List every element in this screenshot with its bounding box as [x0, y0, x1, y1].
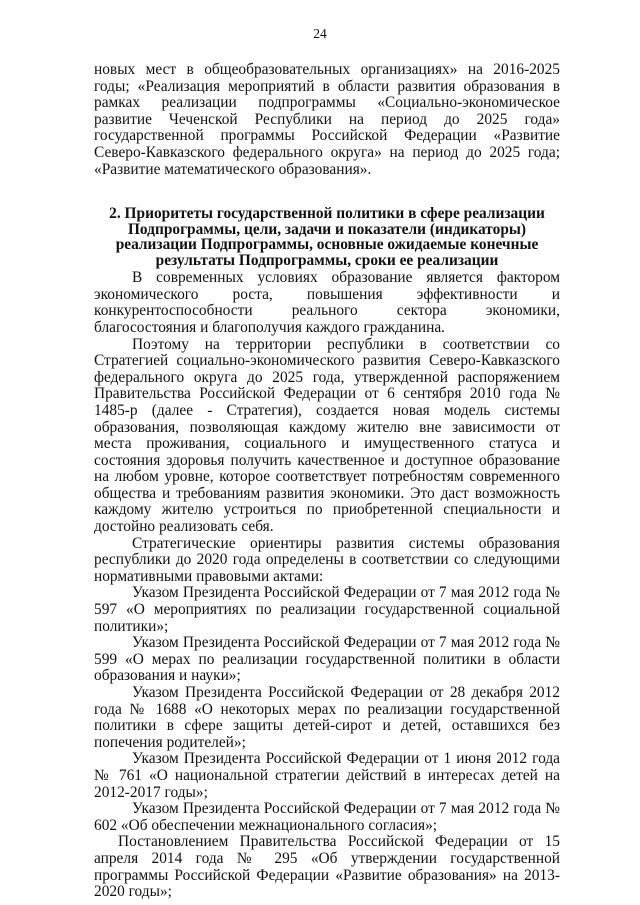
- paragraph-3: Стратегические ориентиры развития системы образования республики до 2020 года определены в соответствии со следующими нормативными правовыми актами:: [94, 534, 560, 585]
- paragraph-1: В современных условиях образование является фактором экономического роста, повышения эффективности и конкурентоспособности реального сектора экономики, благосостояния и благополучия каждого гражданина.: [94, 269, 560, 336]
- paragraph-2: Поэтому на территории республики в соответствии со Стратегией социально-экономического развития Северо-Кавказского федерального округа до 2025 года, утвержденной распоряжением Правительства Российской Федерации от 6 сентября 2010 года № 1485-р (далее - Стратегия), создается новая модель системы образования, позволяющая каждому жителю вне зависимости от места проживания, социального и имущественного статуса и состояния здоровья получить качественное и доступное образование на любом уровне, которое соответствует потребностям современного общества и требованиям развития экономики. Это даст возможность каждому жителю устроиться по приобретенной специальности и достойно реализовать себя.: [94, 335, 560, 536]
- list-item-decree-599: Указом Президента Российской Федерации от 7 мая 2012 года № 599 «О мерах по реализации государственной политики в области образования и науки»;: [94, 634, 560, 685]
- page-number: 24: [313, 26, 327, 41]
- list-item-decree-761: Указом Президента Российской Федерации от 1 июня 2012 года № 761 «О национальной стратегии действий в интересах детей на 2012-2017 годы»;: [94, 750, 560, 801]
- section-heading: 2. Приоритеты государственной политики в сфере реализации Подпрограммы, цели, задачи и показатели (индикаторы) реализации Подпрограммы, основные ожидаемые конечные результаты Подпрограммы, сроки ее реализации: [109, 205, 545, 269]
- list-item-decree-602: Указом Президента Российской Федерации от 7 мая 2012 года № 602 «Об обеспечении межнационального согласия»;: [94, 800, 560, 834]
- list-item-resolution-295: Постановлением Правительства Российской Федерации от 15 апреля 2014 года № 295 «Об утверждении государственной программы Российской Федерации «Развитие образования» на 2013-2020 годы»;: [94, 833, 560, 901]
- list-item-decree-1688: Указом Президента Российской Федерации от 28 декабря 2012 года № 1688 «О некоторых мерах по реализации государственной политики в сфере защиты детей-сирот и детей, оставшихся без попечения родителей»;: [94, 684, 560, 751]
- continued-paragraph: новых мест в общеобразовательных организациях» на 2016-2025 годы; «Реализация мероприятий в области развития образования в рамках реализации подпрограммы «Социально-экономическое развитие Чеченской Республики на период до 2025 года» государственной программы Российской Федерации «Развитие Северо-Кавказского федерального округа» на период до 2025 года; «Развитие математического образования».: [94, 61, 560, 178]
- list-item-decree-597: Указом Президента Российской Федерации от 7 мая 2012 года № 597 «О мероприятиях по реализации государственной социальной политики»;: [94, 584, 560, 635]
- document-body: [94, 62, 560, 901]
